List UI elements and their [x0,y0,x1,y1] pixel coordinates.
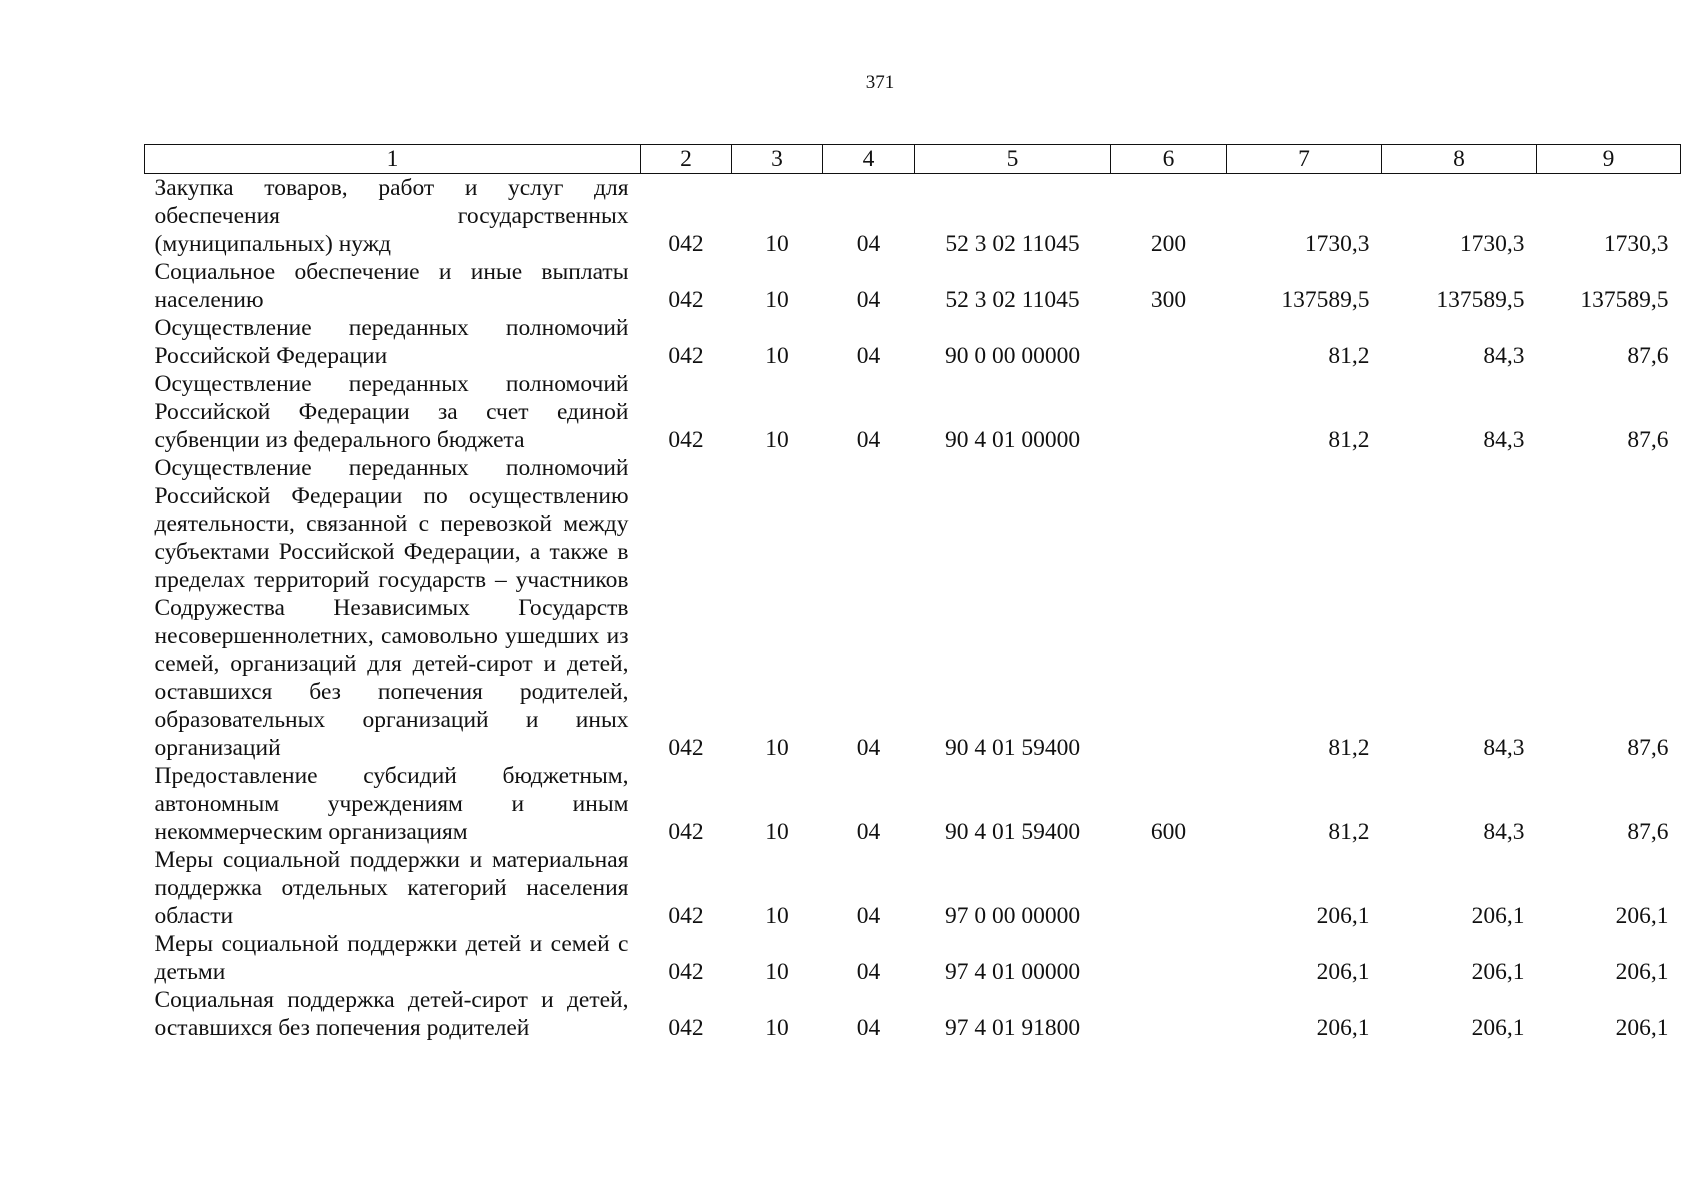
amount-cell: 87,6 [1627,427,1669,453]
amount-cell: 137589,5 [1436,287,1525,313]
expense-type-cell: 200 [1150,231,1187,257]
target-article-cell: 52 3 02 11045 [945,287,1080,313]
admin-code-cell: 042 [668,959,704,985]
section-code-cell: 10 [765,427,789,453]
amount-cell: 206,1 [1615,959,1669,985]
expense-name-cell: Закупка товаров, работ и услуг для обеспечения государственных (муниципальных) нужд [154,175,629,257]
subsection-code-cell: 04 [856,287,881,313]
admin-code-cell: 042 [668,287,704,313]
amount-cell: 87,6 [1627,343,1669,369]
expense-type-cell [1111,986,1227,1042]
amount-cell: 206,1 [1471,959,1525,985]
table-row [145,986,1681,1042]
amount-cell: 206,1 [1615,903,1669,929]
column-header: 8 [1382,145,1537,174]
table-row [145,258,1681,314]
table-row [145,846,1681,930]
amount-cell: 1730,3 [1304,231,1370,257]
amount-cell: 84,3 [1483,819,1525,845]
subsection-code-cell: 04 [856,231,881,257]
amount-cell: 84,3 [1483,427,1525,453]
column-header: 7 [1227,145,1382,174]
subsection-code-cell: 04 [856,1015,881,1041]
target-article-cell: 97 4 01 00000 [944,959,1081,985]
amount-cell: 84,3 [1483,343,1525,369]
expense-type-cell: 600 [1150,819,1187,845]
expense-name-cell: Осуществление переданных полномочий Российской Федерации за счет единой субвенции из федерального бюджета [154,371,629,453]
target-article-cell: 52 3 02 11045 [945,231,1080,257]
column-header: 4 [823,145,915,174]
subsection-code-cell: 04 [856,903,881,929]
admin-code-cell: 042 [668,819,704,845]
expense-type-cell [1111,454,1227,762]
amount-cell: 137589,5 [1580,287,1669,313]
section-code-cell: 10 [765,231,789,257]
target-article-cell: 90 4 01 59400 [944,819,1081,845]
amount-cell: 1730,3 [1459,231,1525,257]
section-code-cell: 10 [765,735,789,761]
subsection-code-cell: 04 [856,959,881,985]
amount-cell: 206,1 [1316,1015,1370,1041]
amount-cell: 81,2 [1328,735,1370,761]
table-row [145,314,1681,370]
amount-cell: 206,1 [1316,959,1370,985]
admin-code-cell: 042 [668,1015,704,1041]
section-code-cell: 10 [765,287,789,313]
amount-cell: 137589,5 [1281,287,1370,313]
admin-code-cell: 042 [668,903,704,929]
subsection-code-cell: 04 [856,819,881,845]
amount-cell: 81,2 [1328,819,1370,845]
expense-type-cell [1111,314,1227,370]
amount-cell: 81,2 [1328,427,1370,453]
section-code-cell: 10 [765,1015,789,1041]
amount-cell: 206,1 [1316,903,1370,929]
admin-code-cell: 042 [668,427,704,453]
table-row [145,370,1681,454]
column-header: 5 [915,145,1111,174]
table-row [145,454,1681,762]
expense-name-cell: Меры социальной поддержки детей и семей с детьми [154,931,629,985]
page-number: 371 [865,72,895,93]
expense-type-cell [1111,846,1227,930]
subsection-code-cell: 04 [856,343,881,369]
expense-type-cell [1111,930,1227,986]
admin-code-cell: 042 [668,735,704,761]
section-code-cell: 10 [765,903,789,929]
table-body [145,174,1681,1043]
amount-cell: 84,3 [1483,735,1525,761]
amount-cell: 206,1 [1471,1015,1525,1041]
admin-code-cell: 042 [668,231,704,257]
subsection-code-cell: 04 [856,735,881,761]
expense-type-cell [1111,370,1227,454]
target-article-cell: 97 0 00 00000 [944,903,1081,929]
column-header: 1 [145,145,641,174]
budget-table [144,144,1681,1042]
section-code-cell: 10 [765,343,789,369]
expense-name-cell: Осуществление переданных полномочий Российской Федерации по осуществлению деятельности, связанной с перевозкой между субъектами Российской Федерации, а также в пределах территорий государств – участников Содружества Независимых Государств несовершеннолетних, самовольно ушедших из семей, организаций для детей-сирот и детей, оставшихся без попечения родителей, образовательных организаций и иных организаций [154,455,629,761]
expense-name-cell: Предоставление субсидий бюджетным, автономным учреждениям и иным некоммерческим организациям [154,763,629,845]
target-article-cell: 97 4 01 91800 [944,1015,1081,1041]
expense-type-cell: 300 [1150,287,1187,313]
target-article-cell: 90 4 01 59400 [944,735,1081,761]
expense-name-cell: Социальная поддержка детей-сирот и детей, оставшихся без попечения родителей [154,987,629,1041]
amount-cell: 206,1 [1615,1015,1669,1041]
column-number-header-row [145,145,1681,174]
amount-cell: 87,6 [1627,735,1669,761]
target-article-cell: 90 0 00 00000 [944,343,1081,369]
target-article-cell: 90 4 01 00000 [944,427,1081,453]
subsection-code-cell: 04 [856,427,881,453]
section-code-cell: 10 [765,959,789,985]
column-header: 2 [641,145,732,174]
amount-cell: 1730,3 [1603,231,1669,257]
amount-cell: 87,6 [1627,819,1669,845]
table-row [145,930,1681,986]
section-code-cell: 10 [765,819,789,845]
amount-cell: 206,1 [1471,903,1525,929]
expense-name-cell: Меры социальной поддержки и материальная поддержка отдельных категорий населения области [154,847,629,929]
expense-name-cell: Социальное обеспечение и иные выплаты населению [154,259,629,313]
column-header: 6 [1111,145,1227,174]
table-row [145,174,1681,259]
column-header: 3 [732,145,823,174]
amount-cell: 81,2 [1328,343,1370,369]
table-row [145,762,1681,846]
admin-code-cell: 042 [668,343,704,369]
column-header: 9 [1537,145,1681,174]
expense-name-cell: Осуществление переданных полномочий Российской Федерации [154,315,629,369]
